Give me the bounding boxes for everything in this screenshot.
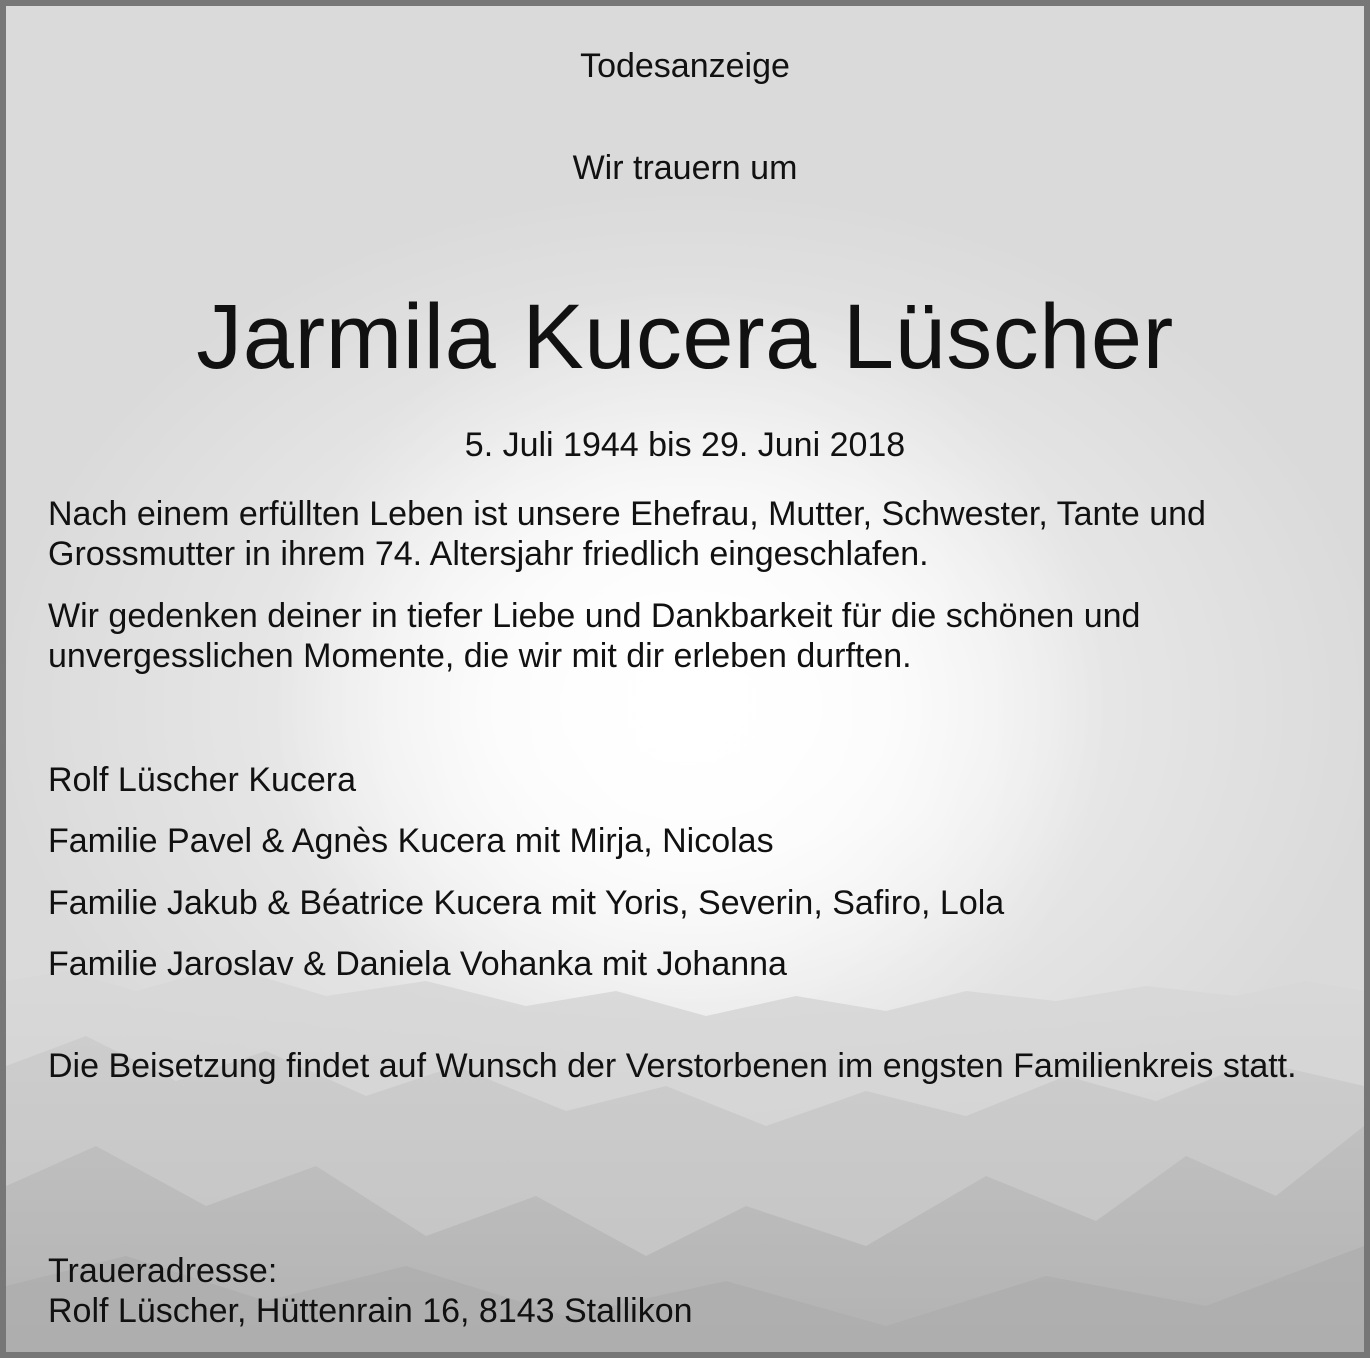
funeral-note: Die Beisetzung findet auf Wunsch der Verstorbenen im engsten Familienkreis statt. [48, 1047, 1297, 1085]
mourner-line: Familie Jakub & Béatrice Kucera mit Yoris, Severin, Safiro, Lola [48, 884, 1005, 922]
deceased-name: Jarmila Kucera Lüscher [196, 286, 1174, 388]
mountain-sunrise-background [6, 6, 1364, 1352]
paragraph-life: Nach einem erfüllten Leben ist unsere Ehefrau, Mutter, Schwester, Tante und Grossmutter in ihrem 74. Altersjahr friedlich eingeschlafen. [48, 495, 1206, 573]
mourner-line: Familie Jaroslav & Daniela Vohanka mit Johanna [48, 945, 787, 983]
mourner-line: Familie Pavel & Agnès Kucera mit Mirja, Nicolas [48, 822, 774, 860]
paragraph-remembrance: Wir gedenken deiner in tiefer Liebe und Dankbarkeit für die schönen und unvergesslichen Momente, die wir mit dir erleben durften. [48, 597, 1141, 675]
heading-todesanzeige: Todesanzeige [580, 47, 790, 85]
mourning-address: Rolf Lüscher, Hüttenrain 16, 8143 Stallikon [48, 1292, 693, 1330]
address-label: Traueradresse: [48, 1252, 278, 1290]
life-dates: 5. Juli 1944 bis 29. Juni 2018 [464, 426, 906, 464]
intro-line: Wir trauern um [572, 149, 798, 187]
mourner-line: Rolf Lüscher Kucera [48, 761, 357, 799]
